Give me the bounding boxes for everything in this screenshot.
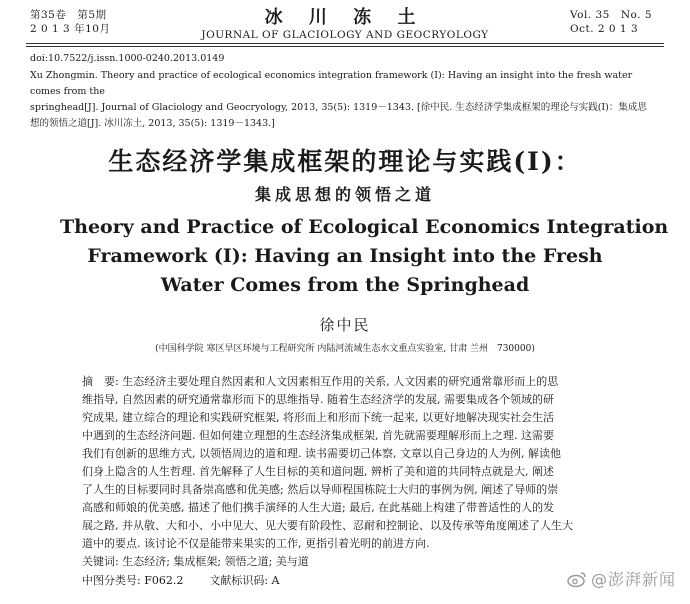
volume-issue-cn: 第35卷 第5期 (30, 9, 107, 21)
date-cn: 2 0 1 3 年10月 (30, 23, 111, 35)
watermark-text: @澎湃新闻 (590, 570, 676, 589)
abstract-line: 们身上隐含的人生哲理. 首先解释了人生目标的美和道问题, 辨析了美和道的共同特点就是大, 阐述 (82, 465, 554, 478)
keywords: 关键词: 生态经济; 集成框架; 领悟之道; 美与道 (82, 555, 309, 568)
abstract-line: 高感和师娘的优美感, 描述了他们携手演绎的人生大道; 最后, 在此基础上构建了带普适性的人的发 (82, 501, 555, 514)
citation (30, 68, 664, 132)
classification (82, 573, 279, 589)
abstract-line: 了人生的目标要同时具备崇高感和优美感; 然后以导师程国栋院士大归的事例为例, 阐述了导师的崇 (82, 483, 559, 496)
volume-issue-en: Vol. 35 No. 5 (570, 9, 653, 21)
title-cn: 生态经济学集成框架的理论与实践(Ⅰ)： (108, 147, 582, 176)
citation-line: Xu Zhongmin. Theory and practice of ecological economics integration framework (Ⅰ): Having an insight into the fresh water comes from the (30, 70, 633, 97)
journal-name-cn: 冰 川 冻 土 (264, 7, 426, 28)
title-en-line: Framework (Ⅰ): Having an Insight into the Fresh (87, 245, 603, 267)
affiliation: (中国科学院 寒区旱区环境与工程研究所 内陆河流域生态水文重点实验室, 甘肃 兰州 730000) (155, 344, 535, 354)
journal-name (30, 8, 660, 42)
abstract-line: 展之路, 并从敬、大和小、小中见大、见大要有阶段性、忍耐和控制论、以及传承等角度阐述了人生大 (82, 519, 573, 532)
abstract (82, 373, 622, 553)
title-en-line: Theory and Practice of Ecological Economics Integration (60, 216, 669, 238)
clc-number: 中图分类号: F062.2 (82, 574, 184, 587)
citation-line: 想的领悟之道[J]. 冰川冻土, 2013, 35(5): 1319－1343.] (30, 118, 275, 129)
journal-name-en: JOURNAL OF GLACIOLOGY AND GEOCRYOLOGY (201, 29, 489, 41)
author: 徐中民 (319, 316, 371, 334)
header-rule-top (26, 43, 664, 44)
abstract-line: 究成果, 建立综合的理论和实践研究框架, 将形而上和形而下统一起来, 以更好地解决现实社会生活 (82, 411, 554, 424)
subtitle-cn: 集成思想的领悟之道 (254, 185, 435, 204)
issue-info-en (570, 8, 660, 36)
abstract-line: 维指导, 自然因素的研究通常靠形而下的思维指导. 随着生态经济学的发展, 需要集成各个领域的研 (82, 393, 554, 406)
date-en: Oct. 2 0 1 3 (570, 23, 639, 35)
watermark (567, 567, 676, 590)
header-rule-bottom (26, 46, 664, 47)
abstract-line: 道中的要点. 该讨论不仅是能带来果实的工作, 更指引着光明的前进方向. (82, 537, 430, 550)
citation-line: springhead[J]. Journal of Glaciology and Geocryology, 2013, 35(5): 1319－1343. [徐中民. 生态经济学集成框架的理论与实践(Ⅰ)：集成思 (30, 102, 647, 113)
journal-header (30, 8, 660, 42)
abstract-line: 摘 要: 生态经济主要处理自然因素和人文因素相互作用的关系, 人文因素的研究通常靠形而上的思 (82, 375, 559, 388)
title-en-line: Water Comes from the Springhead (160, 274, 530, 296)
document-code: 文献标识码: A (209, 574, 280, 587)
title-en (60, 213, 669, 300)
abstract-line: 我们有创新的思维方式, 以领悟周边的道和理. 读书需要切己体察, 文章以自己身边的人为例, 解读他 (82, 447, 561, 460)
weibo-icon (567, 571, 587, 587)
abstract-line: 中遇到的生态经济问题. 但如何建立理想的生态经济集成框架, 首先就需要理解形而上之理. 这需要 (82, 429, 554, 442)
doi: doi:10.7522/j.issn.1000-0240.2013.0149 (30, 53, 225, 64)
